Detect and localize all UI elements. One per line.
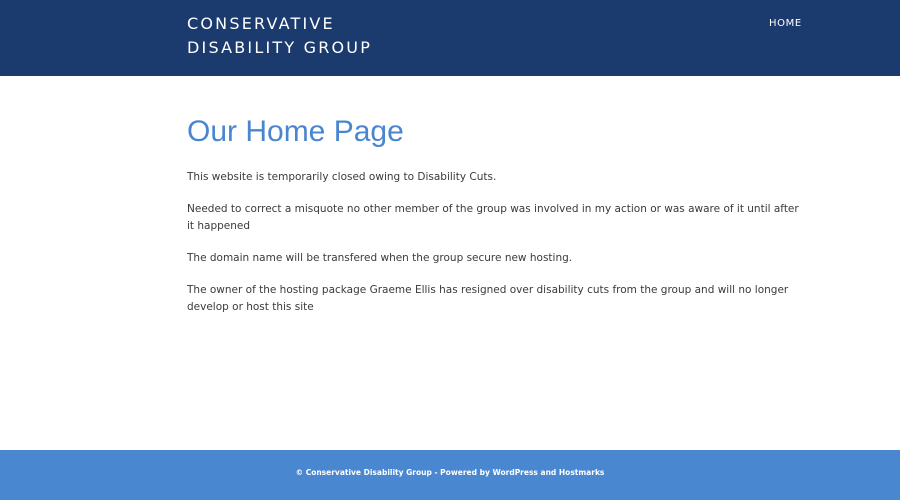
paragraph-closed-notice: This website is temporarily closed owing to Disability Cuts.	[187, 171, 497, 183]
site-header	[0, 0, 900, 76]
paragraph-hosting-owner: The owner of the hosting package Graeme Ellis has resigned over disability cuts from the group and will no longer develop or host this site	[187, 284, 789, 313]
page-title: Our Home Page	[187, 115, 404, 148]
footer-credits: © Conservative Disability Group - Powered by WordPress and Hostmarks	[295, 468, 605, 477]
site-title-link[interactable]	[187, 12, 372, 60]
paragraph-domain: The domain name will be transfered when the group secure new hosting.	[187, 252, 573, 264]
main-content	[187, 112, 807, 331]
site-title-line1: CONSERVATIVE	[187, 14, 335, 33]
site-footer	[0, 450, 900, 500]
nav-home-link[interactable]: HOME	[769, 18, 802, 29]
site-title-line2: DISABILITY GROUP	[187, 38, 373, 57]
paragraph-misquote: Needed to correct a misquote no other member of the group was involved in my action or was aware of it until after it happened	[187, 203, 799, 232]
